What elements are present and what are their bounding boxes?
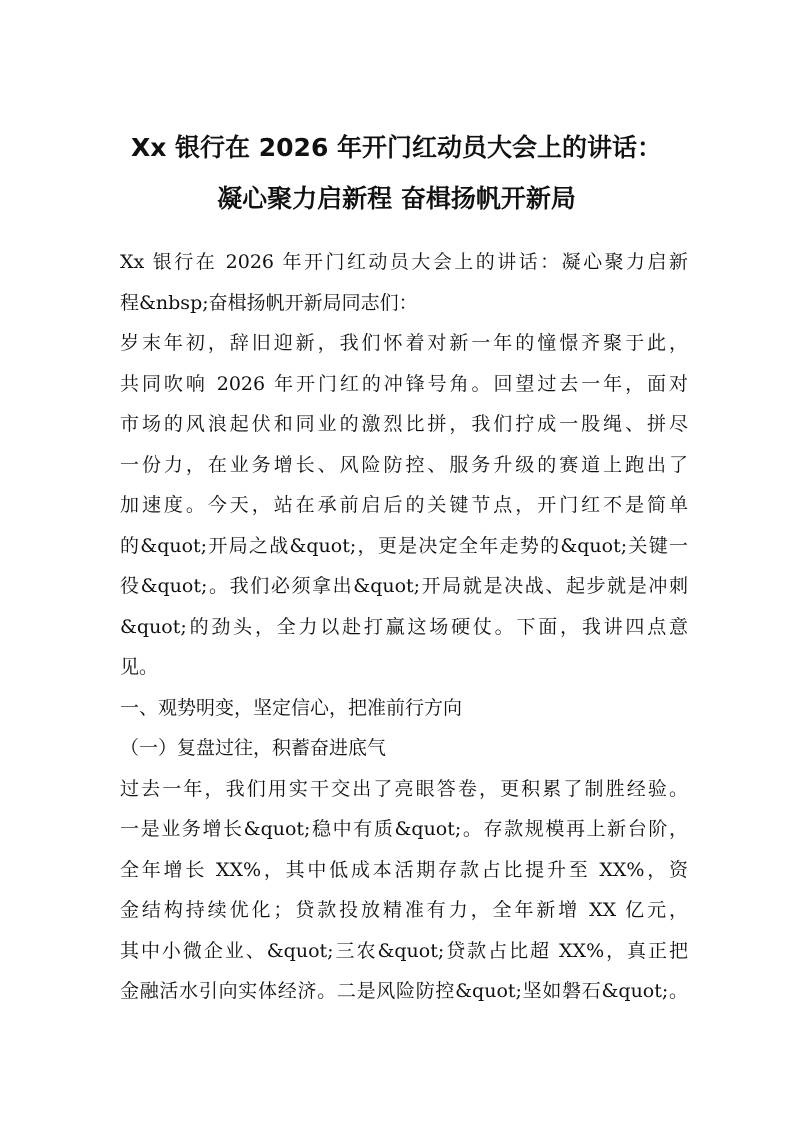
- body-line: &quot;的劲头，全力以赴打赢这场硬仗。下面，我讲四点意: [120, 615, 688, 638]
- title-line-2: 凝心聚力启新程 奋楫扬帆开新局: [217, 184, 576, 213]
- body-line: 的&quot;开局之战&quot;，更是决定全年走势的&quot;关键一: [120, 534, 688, 557]
- title-line-1: Xx 银行在 2026 年开门红动员大会上的讲话：: [130, 133, 663, 162]
- body-line: 一是业务增长&quot;稳中有质&quot;。存款规模再上新台阶，: [120, 818, 688, 840]
- body-line: 共同吹响 2026 年开门红的冲锋号角。回望过去一年，面对: [120, 372, 688, 395]
- body-line: 金融活水引向实体经济。二是风险防控&quot;坚如磐石&quot;。: [120, 980, 688, 1002]
- subsection-heading: （一）复盘过往，积蓄奋进底气: [120, 737, 387, 759]
- body-line: 程&nbsp;奋楫扬帆开新局同志们：: [120, 291, 418, 314]
- document-title: [0, 122, 793, 224]
- body-line: 役&quot;。我们必须拿出&quot;开局就是决战、起步就是冲刺: [120, 575, 688, 597]
- section-heading: 一、观势明变，坚定信心，把准前行方向: [120, 696, 463, 719]
- body-line: 加速度。今天，站在承前启后的关键节点，开门红不是简单: [120, 494, 688, 516]
- body-line: 金结构持续优化；贷款投放精准有力，全年新增 XX 亿元，: [120, 899, 688, 921]
- document-body: [120, 242, 688, 1012]
- body-line: 一份力，在业务增长、风险防控、服务升级的赛道上跑出了: [120, 453, 688, 476]
- body-line: 岁末年初，辞旧迎新，我们怀着对新一年的憧憬齐聚于此，: [120, 332, 688, 354]
- body-line: 全年增长 XX%，其中低成本活期存款占比提升至 XX%，资: [120, 858, 688, 881]
- body-line: 其中小微企业、&quot;三农&quot;贷款占比超 XX%，真正把: [120, 939, 688, 962]
- body-line: 见。: [120, 656, 159, 678]
- body-line: 过去一年，我们用实干交出了亮眼答卷，更积累了制胜经验。: [120, 777, 688, 800]
- body-line: 市场的风浪起伏和同业的激烈比拼，我们拧成一股绳、拼尽: [120, 413, 688, 435]
- body-line: Xx 银行在 2026 年开门红动员大会上的讲话：凝心聚力启新: [120, 251, 688, 273]
